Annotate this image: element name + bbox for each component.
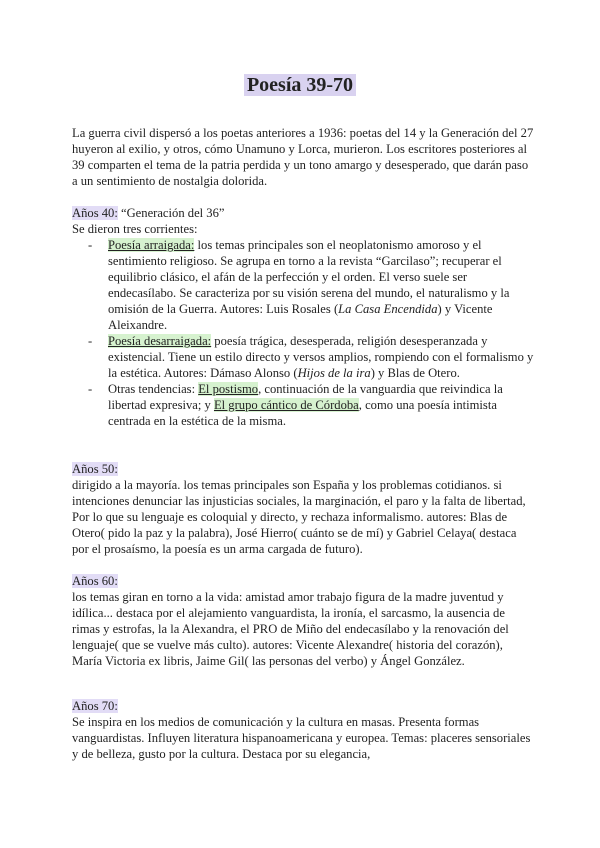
work-title: La Casa Encendida xyxy=(338,302,438,316)
item-text: los temas principales son el neoplatonismo amoroso y el sentimiento religioso. Se agrupa en torno a la revista “Garcilaso”; recuperar el equilibrio clásico, el afán de la perfección y el orden. El verso suele ser endecasílabo. Se caracteriza por su visión serena del mundo, el naturalismo y la omisión de la Guerra. Autores: Luis Rosales ( xyxy=(108,238,510,316)
term-postismo: El postismo xyxy=(198,382,259,396)
section-40s-heading-rest: “Generación del 36” xyxy=(117,206,225,220)
section-60s-heading-line xyxy=(72,573,534,589)
work-title: Hijos de la ira xyxy=(297,366,371,380)
section-70s-heading-line xyxy=(72,698,534,714)
list-item xyxy=(72,237,534,333)
section-70s-heading: Años 70: xyxy=(72,699,118,713)
term-poesia-arraigada: Poesía arraigada: xyxy=(108,238,195,252)
item-text-end: ) y Blas de Otero. xyxy=(370,366,460,380)
item-text: poesía trágica, desesperada, religión desesperanzada y existencial. Tiene un estilo directo y versos amplios, rompiendo con el formalismo y la estética. Autores: Dámaso Alonso ( xyxy=(108,334,534,380)
dash-bullet: - xyxy=(88,238,93,252)
section-70s xyxy=(72,698,534,762)
dash-bullet: - xyxy=(88,382,93,396)
item-text-end: , como una poesía intimista centrada en la estética de la misma. xyxy=(108,398,497,428)
item-text-end: ) y Vicente Aleixandre. xyxy=(108,302,493,332)
term-poesia-desarraigada: Poesía desarraigada: xyxy=(108,334,212,348)
currents-list xyxy=(72,237,534,429)
page-title xyxy=(0,71,600,99)
section-40s-subheading: Se dieron tres corrientes: xyxy=(72,222,198,236)
page-title-text: Poesía 39-70 xyxy=(244,74,356,96)
section-50s-heading: Años 50: xyxy=(72,462,118,476)
list-item xyxy=(72,381,534,429)
section-50s-text: dirigido a la mayoría. los temas principales son España y los problemas cotidianos. si intenciones denunciar las injusticias sociales, la marginación, el paro y la falta de libertad, Por lo que su lenguaje es coloquial y directo, y rechaza informalismo. autores: Blas de Otero( pido la paz y la palabra), José Hierro( cuánto se de mí) y Gabriel Celaya( destaca por el prosaísmo, la poesía es un arma cargada de futuro). xyxy=(72,478,526,556)
section-50s xyxy=(72,461,534,557)
section-50s-heading-line xyxy=(72,461,534,477)
section-60s-heading: Años 60: xyxy=(72,574,118,588)
section-60s xyxy=(72,573,534,669)
item-text: , continuación de la vanguardia que reivindica la libertad expresiva; y xyxy=(108,382,503,412)
section-40s-heading: Años 40: xyxy=(72,206,118,220)
dash-bullet: - xyxy=(88,334,93,348)
list-item xyxy=(72,333,534,381)
section-60s-text: los temas giran en torno a la vida: amistad amor trabajo figura de la madre juventud y idílica... destaca por el alejamiento vanguardista, la ironía, el sarcasmo, la ausencia de rimas y estrofas, la la Alexandra, el PRO de Miño del endecasílabo y la renovación del lenguaje( que se vuelve más culto). autores: Vicente Alexandre( historia del corazón), María Victoria ex libris, Jaime Gil( las personas del verbo) y Ángel González. xyxy=(72,590,509,668)
section-70s-text: Se inspira en los medios de comunicación y la cultura en masas. Presenta formas vanguardistas. Influyen literatura hispanoamericana y europea. Temas: placeres sensoriales y de belleza, gusto por la cultura. Destaca por su elegancia, xyxy=(72,715,531,761)
intro-paragraph: La guerra civil dispersó a los poetas anteriores a 1936: poetas del 14 y la Generación del 27 huyeron al exilio, y otros, cómo Unamuno y Lorca, murieron. Los escritores posteriores al 39 comparten el tema de la patria perdida y un tono amargo y desesperado, que darán paso a un sentimiento de nostalgia dolorida. xyxy=(72,126,534,188)
section-40s xyxy=(72,205,534,429)
term-grupo-cantico: El grupo cántico de Córdoba xyxy=(213,398,359,412)
item-prefix: Otras tendencias: xyxy=(108,382,199,396)
section-40s-heading-line xyxy=(72,205,534,221)
